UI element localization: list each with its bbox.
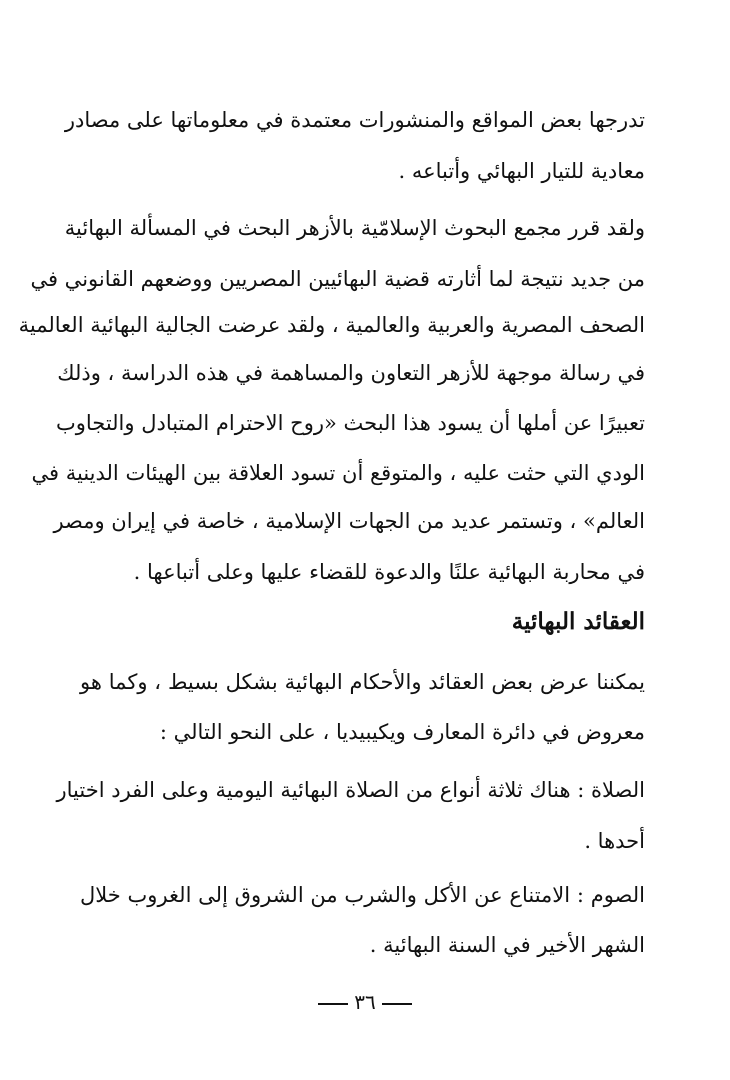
text-line: الصوم : الامتناع عن الأكل والشرب من الشروق إلى الغروب خلال bbox=[80, 883, 645, 907]
text-line: تعبيرًا عن أملها أن يسود هذا البحث «روح الاحترام المتبادل والتجاوب bbox=[55, 411, 645, 435]
text-line: في رسالة موجهة للأزهر التعاون والمساهمة في هذه الدراسة ، وذلك bbox=[57, 361, 645, 385]
text-line: ولقد قرر مجمع البحوث الإسلامّية بالأزهر البحث في المسألة البهائية bbox=[64, 216, 645, 240]
text-line: من جديد نتيجة لما أثارته قضية البهائيين المصريين ووضعهم القانوني في bbox=[30, 267, 645, 291]
text-line: الودي التي حثت عليه ، والمتوقع أن تسود العلاقة بين الهيئات الدينية في bbox=[31, 461, 645, 485]
text-line: يمكننا عرض بعض العقائد والأحكام البهائية بشكل بسيط ، وكما هو bbox=[80, 670, 645, 694]
text-line: في محاربة البهائية علنًا والدعوة للقضاء عليها وعلى أتباعها . bbox=[133, 560, 645, 584]
text-line: الصحف المصرية والعربية والعالمية ، ولقد عرضت الجالية البهائية العالمية bbox=[18, 313, 645, 337]
page-number-text: ٣٦ bbox=[354, 990, 376, 1014]
text-line: تدرجها بعض المواقع والمنشورات معتمدة في معلوماتها على مصادر bbox=[64, 108, 645, 132]
text-line: العالم» ، وتستمر عديد من الجهات الإسلامية ، خاصة في إيران ومصر bbox=[53, 509, 645, 533]
text-line: الشهر الأخير في السنة البهائية . bbox=[369, 933, 645, 957]
folio-dash bbox=[382, 1003, 412, 1005]
text-line: معروض في دائرة المعارف ويكيبيديا ، على النحو التالي : bbox=[159, 720, 645, 744]
section-heading: العقائد البهائية bbox=[511, 608, 645, 635]
folio-dash bbox=[318, 1003, 348, 1005]
text-line: أحدها . bbox=[584, 829, 645, 853]
text-line: الصلاة : هناك ثلاثة أنواع من الصلاة البهائية اليومية وعلى الفرد اختيار bbox=[56, 778, 645, 802]
page-number bbox=[0, 988, 730, 1016]
text-line: معادية للتيار البهائي وأتباعه . bbox=[398, 159, 645, 183]
